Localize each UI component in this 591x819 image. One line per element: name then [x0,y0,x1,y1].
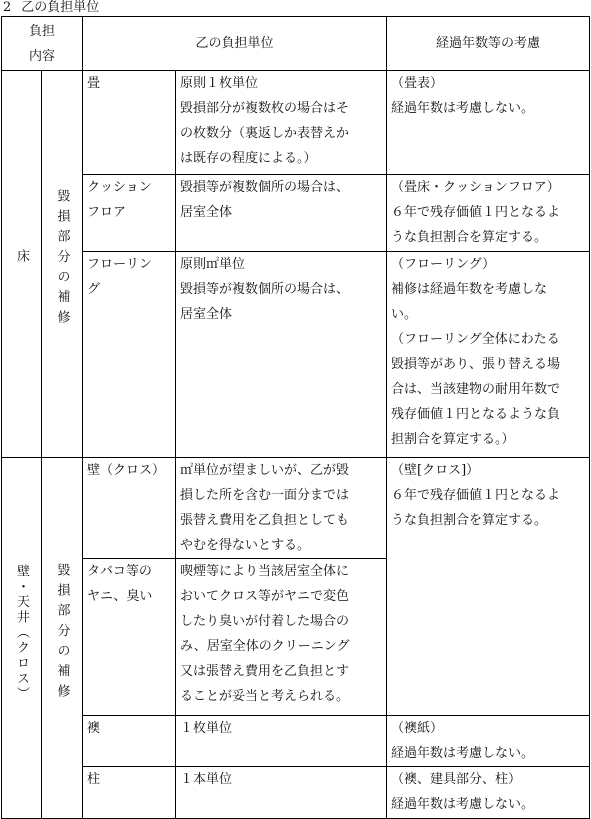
item-fusuma: 襖 [83,716,176,767]
burden-unit-table [1,16,590,819]
table-row-wall-cross [2,458,590,559]
item-tatami: 畳 [83,71,176,175]
header-row [2,17,590,71]
category-floor: 床 [2,71,42,458]
elapsed-fusuma: （襖紙） 経過年数は考慮しない。 [387,716,590,767]
header-unit: 乙の負担単位 [83,17,387,71]
item-wall-cross: 壁（クロス） [83,458,176,559]
unit-wall-cross: ㎡単位が望ましいが、乙が毀 損した所を含む一面分までは 張替え費用を乙負担としても やむを得ないとする。 [176,458,387,559]
header-content: 負担 内容 [2,17,83,71]
unit-fusuma: １枚単位 [176,716,387,767]
table-row-fusuma [2,716,590,767]
section-number: 2 [3,0,12,15]
unit-tobacco: 喫煙等により当該居室全体に おいてクロス等がヤニで変色 したり臭いが付着した場合の み、居室全体のクリーニング 又は張替え費用を乙負担とす ることが妥当と考えられる。 [176,559,387,716]
section-title: 乙の負担単位 [21,0,100,15]
item-tobacco: タバコ等の ヤニ、臭い [83,559,176,716]
table-row-cushion-floor [2,175,590,252]
elapsed-cushion-floor: （畳床・クッションフロア） ６年で残存価値１円となるよ うな負担割合を算定する。 [387,175,590,252]
section-heading [3,0,99,16]
elapsed-tatami: （畳表） 経過年数は考慮しない。 [387,71,590,175]
unit-pillar: １本単位 [176,767,387,819]
header-elapsed: 経過年数等の考慮 [387,17,590,71]
unit-tatami: 原則１枚単位 毀損部分が複数枚の場合はそ の枚数分（裏返しか表替えか は既存の程度による。） [176,71,387,175]
table-row-flooring [2,252,590,458]
item-flooring: フローリン グ [83,252,176,458]
category-wall-ceiling: 壁・天井（クロス） [2,458,42,819]
elapsed-pillar: （襖、建具部分、柱） 経過年数は考慮しない。 [387,767,590,819]
subcategory-floor-repair: 毀損部分の補修 [42,71,83,458]
elapsed-flooring: （フローリング） 補修は経過年数を考慮しな い。 （フローリング全体にわたる 毀損等があり、張り替える場 合は、当該建物の耐用年数で 残存価値１円となるような負 担割合を算定する。） [387,252,590,458]
item-pillar: 柱 [83,767,176,819]
unit-cushion-floor: 毀損等が複数個所の場合は、 居室全体 [176,175,387,252]
subcategory-wall-repair: 毀損部分の補修 [42,458,83,819]
item-cushion-floor: クッション フロア [83,175,176,252]
table-row-pillar [2,767,590,819]
table-row-tatami [2,71,590,175]
unit-flooring: 原則㎡単位 毀損等が複数個所の場合は、 居室全体 [176,252,387,458]
elapsed-wall-cross: （壁[クロス]） ６年で残存価値１円となるよ うな負担割合を算定する。 [387,458,590,716]
